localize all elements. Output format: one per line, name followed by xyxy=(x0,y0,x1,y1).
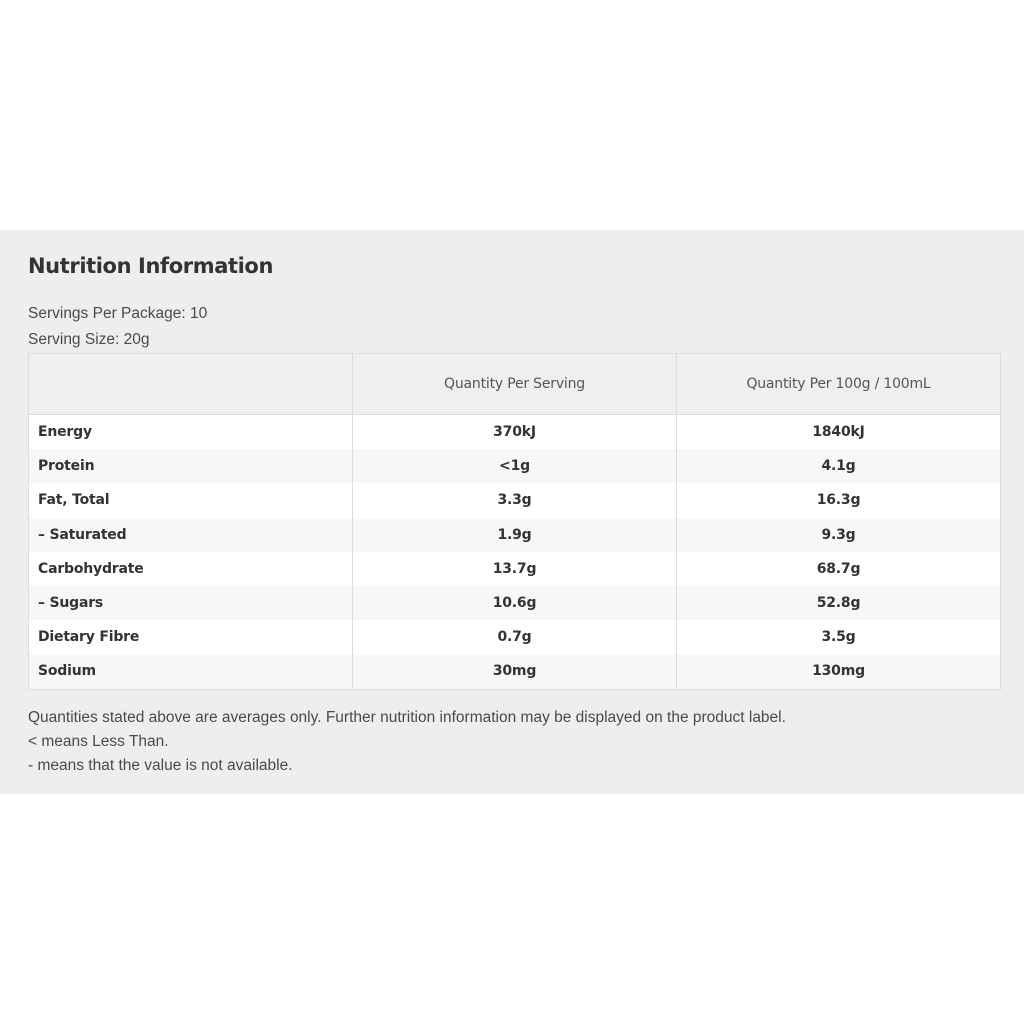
footnote-not-available: - means that the value is not available. xyxy=(28,757,293,774)
table-row xyxy=(29,518,1001,552)
footnotes xyxy=(28,706,786,778)
per-100-value: 4.1g xyxy=(677,449,1001,483)
per-serving-value: 370kJ xyxy=(353,415,677,450)
nutrition-panel xyxy=(0,230,1024,794)
per-100-value: 68.7g xyxy=(677,552,1001,586)
per-serving-value: 10.6g xyxy=(353,586,677,620)
nutrient-label: Energy xyxy=(29,415,353,450)
nutrition-table xyxy=(28,353,1001,690)
servings-per-package: Servings Per Package: 10 xyxy=(28,305,208,322)
per-serving-value: 1.9g xyxy=(353,518,677,552)
column-header-per-serving: Quantity Per Serving xyxy=(353,354,677,415)
table-header-row xyxy=(29,354,1001,415)
table-row xyxy=(29,415,1001,450)
nutrient-label: – Saturated xyxy=(29,518,353,552)
per-100-value: 3.5g xyxy=(677,620,1001,654)
table-row xyxy=(29,449,1001,483)
nutrient-label: Fat, Total xyxy=(29,483,353,517)
per-100-value: 52.8g xyxy=(677,586,1001,620)
per-100-value: 16.3g xyxy=(677,483,1001,517)
footnote-averages: Quantities stated above are averages only. Further nutrition information may be displayed on the product label. xyxy=(28,709,786,726)
table-row xyxy=(29,483,1001,517)
nutrient-label: – Sugars xyxy=(29,586,353,620)
nutrient-label: Protein xyxy=(29,449,353,483)
per-100-value: 1840kJ xyxy=(677,415,1001,450)
per-serving-value: 30mg xyxy=(353,654,677,689)
nutrient-label: Sodium xyxy=(29,654,353,689)
per-serving-value: 13.7g xyxy=(353,552,677,586)
per-serving-value: 3.3g xyxy=(353,483,677,517)
nutrient-label: Carbohydrate xyxy=(29,552,353,586)
per-serving-value: <1g xyxy=(353,449,677,483)
per-100-value: 9.3g xyxy=(677,518,1001,552)
page-title: Nutrition Information xyxy=(28,254,273,278)
serving-size: Serving Size: 20g xyxy=(28,331,150,348)
nutrient-label: Dietary Fibre xyxy=(29,620,353,654)
per-100-value: 130mg xyxy=(677,654,1001,689)
column-header-per-100: Quantity Per 100g / 100mL xyxy=(677,354,1001,415)
column-header-nutrient xyxy=(29,354,353,415)
per-serving-value: 0.7g xyxy=(353,620,677,654)
table-row xyxy=(29,586,1001,620)
table-row xyxy=(29,654,1001,689)
footnote-less-than: < means Less Than. xyxy=(28,733,169,750)
table-row xyxy=(29,552,1001,586)
table-row xyxy=(29,620,1001,654)
